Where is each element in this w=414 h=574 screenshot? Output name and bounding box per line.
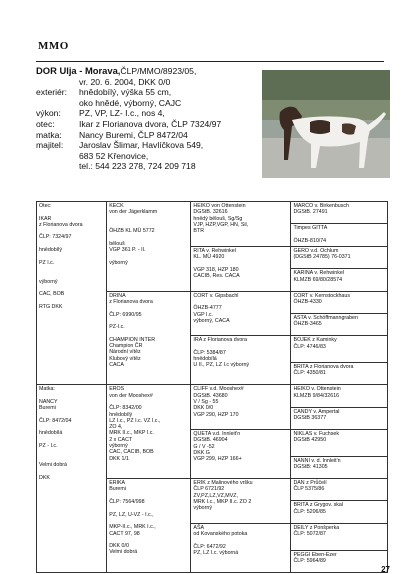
pedigree-mother <box>37 385 107 573</box>
info-value: 683 52 Křenovice, <box>79 150 149 161</box>
pedigree-great-grandparent <box>191 336 291 385</box>
pedigree-father-text: Otec: IKAR z Florianova dvora ČLP: 7324/97 hnědobílý PZ I.c. výborný CAC, BOB RTG DKK <box>39 203 83 310</box>
pedigree-ancestor <box>291 523 388 550</box>
info-label <box>36 161 79 172</box>
dog-title <box>36 66 266 77</box>
info-line <box>36 161 266 172</box>
pedigree-ancestor <box>291 456 388 478</box>
info-line <box>36 130 266 141</box>
info-label: výkon: <box>36 108 61 119</box>
pedigree-ancestor-text: GERO v.d. Ochlum (DGStB 24785) 76-0371 <box>293 248 351 261</box>
pedigree-ancestor-text: PEGGI Eben-Ezer ČLP: 5964/89 <box>293 551 337 564</box>
info-label <box>36 77 79 88</box>
pedigree-grandparent-text: ERIKA Buremi ČLP: 7564/998 PZ, LZ, U-VZ - I.c., MKP-II.c., MRK I.c., CACT 97, 98 DKK 0/0 Velmi dobrá <box>109 480 156 556</box>
pedigree-ancestor <box>291 247 388 269</box>
info-label: majitel: <box>36 140 64 151</box>
dog-name: DOR Ulja - Morava, <box>36 65 121 76</box>
info-value: hnědobílý, výška 55 cm, <box>79 87 172 98</box>
pedigree-father <box>37 202 107 385</box>
pedigree-ancestor-text: BRITA z Grygov. skal ČLP: 5206/85 <box>293 502 343 515</box>
info-label: matka: <box>36 129 62 140</box>
pedigree-ancestor <box>291 291 388 313</box>
info-value: oko hnědé, výborný, CAJC <box>79 97 182 108</box>
pedigree-grandparent <box>107 385 191 479</box>
pedigree-ancestor-text: CANDY v. Ampertal DGStB 36377 <box>293 408 340 421</box>
pedigree-ancestor <box>291 224 388 247</box>
info-line <box>36 151 266 162</box>
dog-registration: ČLP/MMO/8923/05, <box>120 66 197 76</box>
info-line <box>36 119 266 130</box>
info-value: tel.: 544 223 278, 724 209 718 <box>79 161 196 172</box>
pedigree-ancestor-text: DEILY z Ponšperka ČLP: 5072/87 <box>293 524 340 538</box>
pedigree-great-grandparent-text: QUETA v.d. Innleit'n DGStB. 46904 G / V -52 DKK G VGP 299, HZP 166+ <box>193 431 242 463</box>
info-line <box>36 87 266 98</box>
pedigree-ancestor-text: DAN z Průčelí ČLP 5375/86 <box>293 480 327 493</box>
dog-photo <box>262 70 390 178</box>
pedigree-ancestor-text: ASTA v. Schöffmanngraben ÖHZB-3465 <box>293 314 358 328</box>
pedigree-great-grandparent <box>191 479 291 524</box>
pedigree-ancestor <box>291 501 388 523</box>
pedigree-great-grandparent-text: AŠA od Kovanského potoka ČLP: 6472/92 PZ, LZ I.c. výborná <box>193 524 248 556</box>
pedigree-grandparent <box>107 291 191 385</box>
pedigree-ancestor <box>291 550 388 572</box>
dog-info <box>36 66 266 172</box>
pedigree-ancestor-text: HEIKO v. Ottenstein KLMZB 9/84/32616 <box>293 386 341 399</box>
pedigree-table <box>36 201 388 573</box>
pedigree-great-grandparent-text: RITA v. Rehwinkel KL. MÜ 4920 VGP 318, HZP 180 CACIB, Res. CACA <box>193 248 240 280</box>
info-label <box>36 151 79 162</box>
pedigree-mother-text: Matka: NANCY Buremi ČLP: 8472/04 hnědobílá PZ - I.c. Velmi dobrá DKK <box>39 386 72 481</box>
pedigree-great-grandparent-text: IRA z Florianova dvora ČLP: 5384/87 hnědobílá U II., PZ, LZ I.c výborný <box>193 337 250 369</box>
pedigree-great-grandparent <box>191 291 291 336</box>
pedigree-great-grandparent <box>191 385 291 430</box>
pedigree-great-grandparent-text: HEIKO von Ottenstein DGStB. 32616 hnědý bělouš, Sg/Sg VJP, HZP,VGP, HN, Sil, BTR <box>193 203 249 235</box>
info-label <box>36 98 79 109</box>
pedigree-ancestor-text: KARINA v. Rehwinkel KLMZB 69/80/28574 <box>293 270 344 283</box>
pedigree-great-grandparent <box>191 430 291 479</box>
pedigree-ancestor <box>291 202 388 224</box>
info-value: Nancy Buremi, ČLP 8472/04 <box>79 129 188 140</box>
pedigree-ancestor <box>291 407 388 429</box>
pedigree-ancestor-text: CORT v. Kernstockhaus ÖHZB-4330 <box>293 292 350 305</box>
pedigree-ancestor <box>291 336 388 363</box>
pedigree-great-grandparent-text: CLIFF v.d. Mooshex# DGStB. 43680 V / Sg - 55 DKK 0/0 VGP 290, HZP 170 <box>193 386 244 418</box>
info-line <box>36 140 266 151</box>
pedigree-grandparent-text: KECK von der Jägerklamm ÖHZB KL MÜ 5772 bělouš VGP 361 P. - II. výborný <box>109 203 158 266</box>
pedigree-grandparent-text: DRINA z Florianova dvora ČLP: 6990/95 PZ-I.c. CHAMPION INTER Champion ČR Národní vítěz Klubový vítěz CACA <box>109 292 156 368</box>
pedigree-great-grandparent-text: CORT v. Gipsbachl ÖHZB-4777 VGP I.c. výborný, CACA <box>193 292 239 324</box>
dog-photo-image <box>262 70 390 178</box>
info-value: PZ, VP, LZ- I.c., nos 4, <box>79 108 165 119</box>
pedigree-ancestor-text: BOJEK z Kaminky ČLP: 4746/83 <box>293 337 337 350</box>
pedigree-ancestor-text: NANNI v. d. Innleit'n DGStB: 41305 <box>293 457 341 471</box>
pedigree-ancestor <box>291 269 388 291</box>
pedigree-grandparent <box>107 202 191 292</box>
pedigree-grandparent <box>107 479 191 573</box>
info-value: Ikar z Florianova dvora, ČLP 7324/97 <box>79 118 222 129</box>
header-rule <box>36 61 384 62</box>
pedigree-ancestor-text: Timpes GITTA ÖHZB-810/74 <box>293 225 328 244</box>
pedigree-great-grandparent <box>191 247 291 292</box>
info-value: Jaroslav Šlimar, Havlíčkova 549, <box>79 140 204 151</box>
pedigree-ancestor-text: BRITA z Florianova dvora ČLP: 4350/81 <box>293 364 354 377</box>
pedigree-great-grandparent <box>191 523 291 572</box>
info-value: vr. 20. 6. 2004, DKK 0/0 <box>79 76 171 87</box>
page-number: 27 <box>381 565 390 574</box>
pedigree-ancestor <box>291 313 388 335</box>
info-line <box>36 77 266 88</box>
pedigree-grandparent-text: EROS von der Mooshex# ČLP: 8342/00 hnědobílý LZ I.c., PZ I.c. VZ I.c., ZO 4, MRK II.c., MKP I.c. 2 x CACT výborný CAC, CACIB, BOB DKK 1/1 <box>109 386 161 462</box>
info-label: otec: <box>36 118 55 129</box>
pedigree-ancestor <box>291 363 388 385</box>
pedigree-ancestor <box>291 385 388 407</box>
pedigree-ancestor <box>291 430 388 457</box>
pedigree-great-grandparent-text: ERIK z Malinového vršku ČLP 6721/92 ZV,PZ,LZ,VZ,MVZ, MRK I.c., MKP II.c. ZO 2 výborný <box>193 480 253 512</box>
info-line <box>36 108 266 119</box>
section-header: MMO <box>38 40 69 52</box>
info-line <box>36 98 266 109</box>
pedigree-ancestor-text: NIKLAS v. Fuchsek DGStB 42950 <box>293 431 339 444</box>
pedigree-ancestor-text: MARCO v. Birkenbusch DGStB. 27491 <box>293 203 349 216</box>
pedigree-great-grandparent <box>191 202 291 247</box>
pedigree-ancestor <box>291 479 388 501</box>
info-label: exteriér: <box>36 87 68 98</box>
